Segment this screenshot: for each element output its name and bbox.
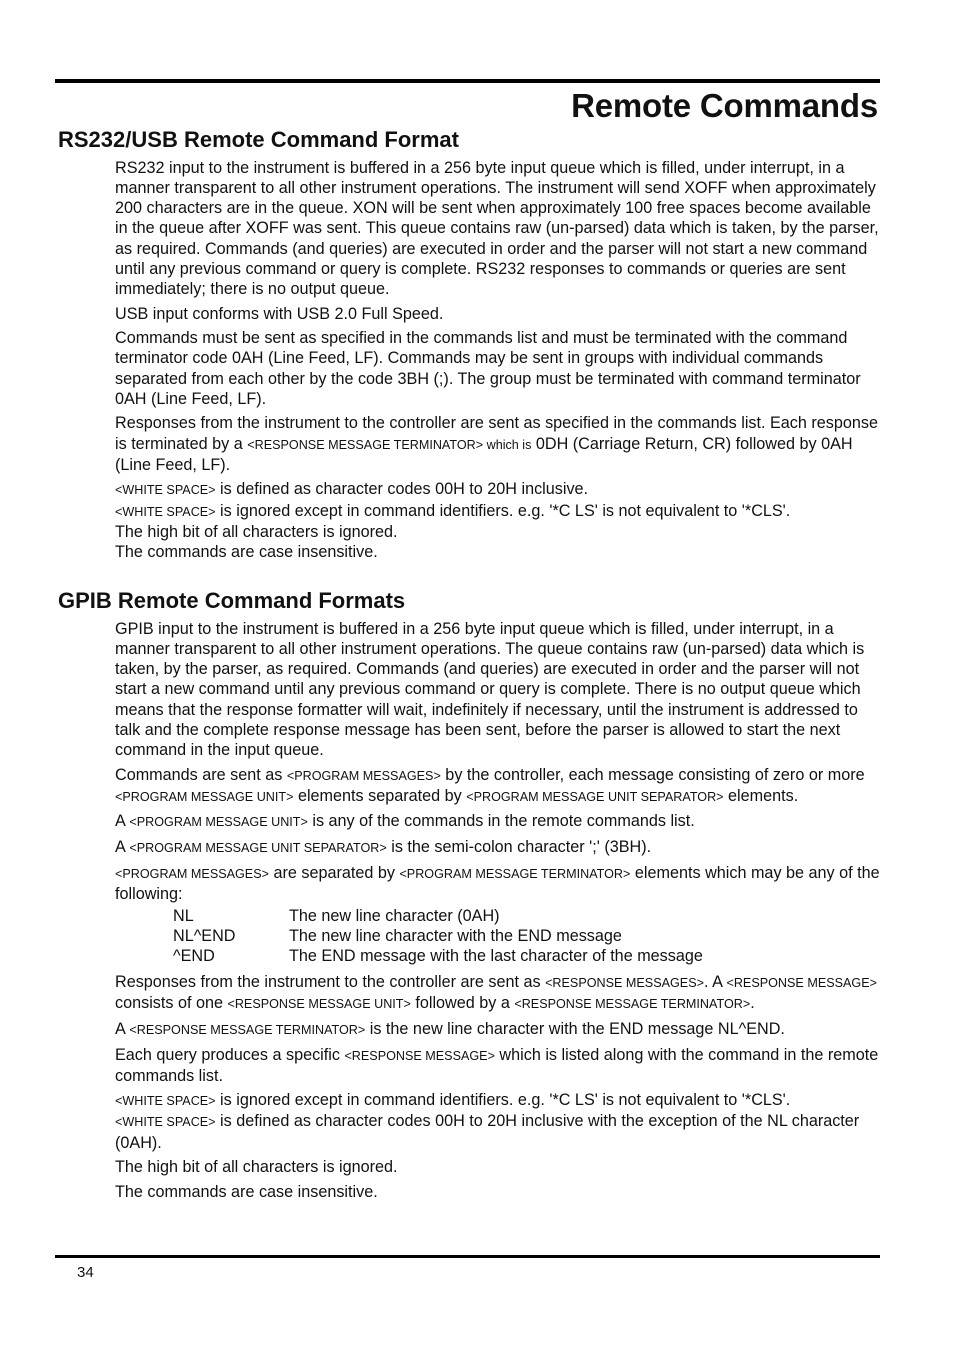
gpib-paragraph-response-terminator: A <RESPONSE MESSAGE TERMINATOR> is the new line character with the END message NL^END. <box>115 1019 785 1038</box>
terminator-description: The new line character with the END message <box>289 927 622 946</box>
page-title: Remote Commands <box>571 87 878 124</box>
gpib-paragraph-terminators: <PROGRAM MESSAGES> are separated by <PROGRAM MESSAGE TERMINATOR> elements which may be any of the following: <box>115 863 880 903</box>
gpib-paragraph-responses: Responses from the instrument to the controller are sent as <RESPONSE MESSAGES>. A <RESPONSE MESSAGE> consists of one <RESPONSE MESSAGE UNIT> followed by a <RESPONSE MESSAGE TERMINATOR>. <box>115 973 877 1013</box>
table-row <box>173 926 703 946</box>
header-rule <box>55 79 880 83</box>
rs232-paragraph-commands: Commands must be sent as specified in the commands list and must be terminated with the command terminator code 0AH (Line Feed, LF). Commands may be sent in groups with individual commands separated from each other by the code 3BH (;). The group must be terminated with command terminator 0AH (Line Feed, LF). <box>115 329 861 408</box>
gpib-paragraph-queue: GPIB input to the instrument is buffered in a 256 byte input queue which is filled, under interrupt, in a manner transparent to all other instrument operations. The queue contains raw (un-parsed) data which is taken, by the parser, as required. Commands (and queries) are executed in order and the parser will not start a new command until any previous command or query is complete. There is no output queue which means that the response formatter will wait, indefinitely if necessary, until the instrument is addressed to talk and the complete response message has been sent, before the parser is allowed to start the next command in the input queue. <box>115 620 865 759</box>
rs232-paragraph-responses: Responses from the instrument to the controller are sent as specified in the commands list. Each response is terminated by a <RESPONSE MESSAGE TERMINATOR> which is 0DH (Carriage Return, CR) followed by 0AH (Line Feed, LF). <box>115 414 878 474</box>
gpib-paragraph-unit-separator: A <PROGRAM MESSAGE UNIT SEPARATOR> is the semi-colon character ';' (3BH). <box>115 838 652 857</box>
rs232-case-note: The commands are case insensitive. <box>115 542 378 561</box>
rs232-paragraph-queue: RS232 input to the instrument is buffered in a 256 byte input queue which is filled, under interrupt, in a manner transparent to all other instrument operations. The instrument will send XOFF when approximately 200 characters are in the queue. XON will be sent when approximately 100 free spaces become available in the queue after XOFF was sent. This queue contains raw (un-parsed) data which is taken, by the parser, as required. Commands (and queries) are executed in order and the parser will not start a new command until any previous command or query is complete. RS232 responses to commands or queries are sent immediately; there is no output queue. <box>115 159 879 298</box>
terminator-code: NL <box>173 907 194 926</box>
terminator-code: ^END <box>173 947 215 966</box>
table-row <box>173 906 703 926</box>
terminator-table <box>173 906 703 966</box>
gpib-section-heading: GPIB Remote Command Formats <box>58 588 406 613</box>
gpib-case-note: The commands are case insensitive. <box>115 1182 378 1201</box>
gpib-paragraph-program-messages: Commands are sent as <PROGRAM MESSAGES> by the controller, each message consisting of zero or more <PROGRAM MESSAGE UNIT> elements separated by <PROGRAM MESSAGE UNIT SEPARATOR> elements. <box>115 765 865 805</box>
gpib-paragraph-message-unit: A <PROGRAM MESSAGE UNIT> is any of the commands in the remote commands list. <box>115 812 695 831</box>
gpib-whitespace-definition: <WHITE SPACE> is defined as character codes 00H to 20H inclusive with the exception of the NL character (0AH). <box>115 1112 860 1152</box>
terminator-description: The END message with the last character of the message <box>289 947 703 966</box>
rs232-high-bit-note: The high bit of all characters is ignored. <box>115 522 398 541</box>
gpib-whitespace-ignored: <WHITE SPACE> is ignored except in command identifiers. e.g. '*C LS' is not equivalent to '*CLS'. <box>115 1091 791 1110</box>
rs232-section-heading: RS232/USB Remote Command Format <box>58 127 459 152</box>
page-number: 34 <box>77 1264 94 1281</box>
rs232-section-body <box>115 158 881 562</box>
table-row <box>173 946 703 966</box>
rs232-whitespace-definition: <WHITE SPACE> is defined as character codes 00H to 20H inclusive. <box>115 480 589 499</box>
gpib-high-bit-note: The high bit of all characters is ignored. <box>115 1158 398 1177</box>
gpib-paragraph-query: Each query produces a specific <RESPONSE MESSAGE> which is listed along with the command in the remote commands list. <box>115 1045 879 1085</box>
rs232-whitespace-ignored: <WHITE SPACE> is ignored except in command identifiers. e.g. '*C LS' is not equivalent to '*CLS'. <box>115 501 791 520</box>
rs232-paragraph-usb: USB input conforms with USB 2.0 Full Speed. <box>115 304 444 323</box>
gpib-section-body <box>115 619 881 1207</box>
terminator-code: NL^END <box>173 927 236 946</box>
terminator-description: The new line character (0AH) <box>289 907 500 926</box>
footer-rule <box>55 1255 880 1258</box>
